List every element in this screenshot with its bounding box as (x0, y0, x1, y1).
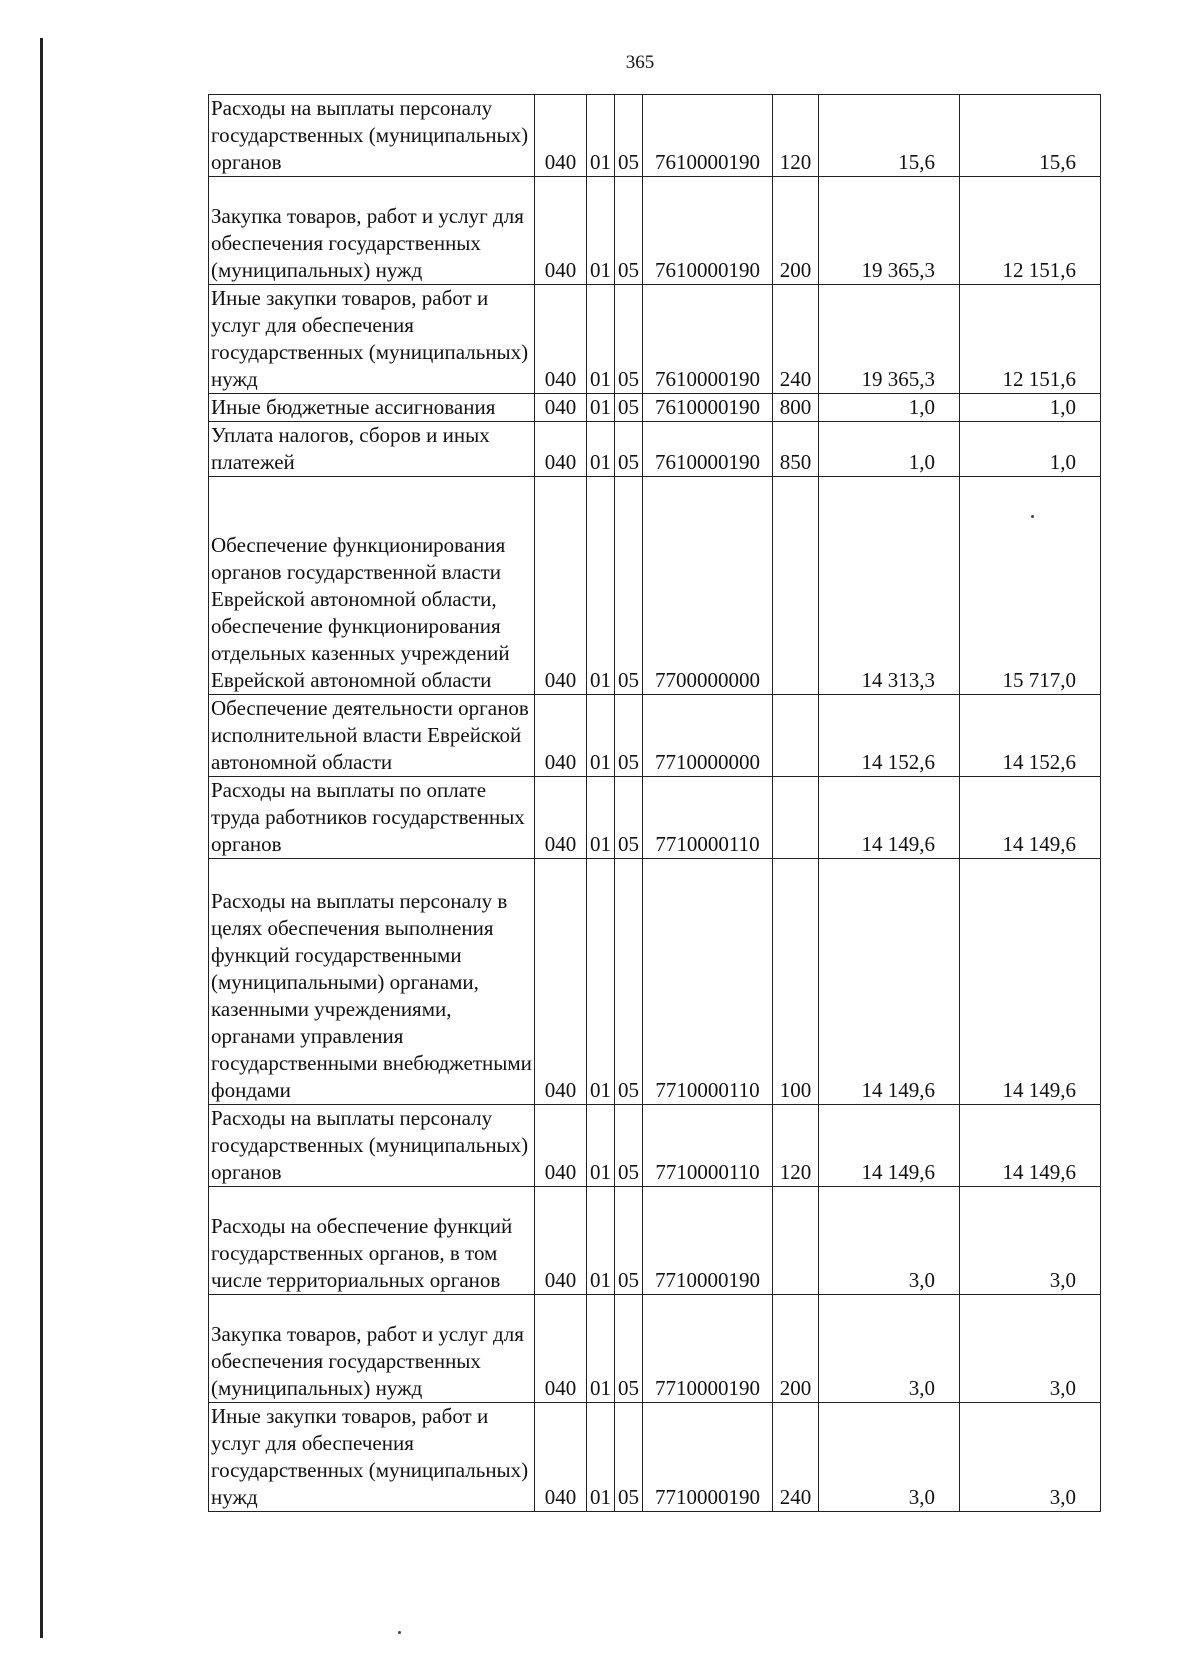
expense-type-cell (773, 1187, 819, 1295)
sum-year-2-cell: 12 151,6 (960, 285, 1101, 394)
section-code-cell: 01 (587, 1295, 615, 1403)
section-code-cell: 01 (587, 1187, 615, 1295)
sum-year-1-cell: 15,6 (819, 95, 960, 177)
target-article-cell: 7710000000 (643, 695, 773, 777)
section-code-cell: 01 (587, 859, 615, 1105)
table-row (209, 95, 1101, 177)
expense-type-cell (773, 777, 819, 859)
expense-type-cell: 200 (773, 1295, 819, 1403)
page-number: 365 (625, 52, 655, 73)
table-row (209, 1187, 1101, 1295)
section-code-cell: 01 (587, 477, 615, 695)
sum-year-2-cell: 1,0 (960, 422, 1101, 477)
expense-type-cell (773, 695, 819, 777)
table-row (209, 859, 1101, 1105)
section-code-cell: 01 (587, 1105, 615, 1187)
target-article-cell: 7610000190 (643, 285, 773, 394)
subsection-code-cell: 05 (615, 477, 643, 695)
target-article-cell: 7610000190 (643, 394, 773, 422)
sum-year-1-cell: 1,0 (819, 422, 960, 477)
table-row (209, 695, 1101, 777)
sum-year-2-cell: 1,0 (960, 394, 1101, 422)
sum-year-2-cell: 14 152,6 (960, 695, 1101, 777)
expense-type-cell: 240 (773, 285, 819, 394)
table-row (209, 422, 1101, 477)
table-row (209, 777, 1101, 859)
sum-year-2-cell: 14 149,6 (960, 777, 1101, 859)
subsection-code-cell: 05 (615, 394, 643, 422)
table-body (209, 95, 1101, 1512)
section-code-cell: 01 (587, 1403, 615, 1512)
target-article-cell: 7610000190 (643, 95, 773, 177)
row-name-cell: Иные закупки товаров, работ и услуг для обеспечения государственных (муниципальных) нужд (209, 285, 535, 394)
sum-year-2-cell: 15,6 (960, 95, 1101, 177)
section-code-cell: 01 (587, 285, 615, 394)
sum-year-1-cell: 1,0 (819, 394, 960, 422)
sum-year-2-cell: 14 149,6 (960, 1105, 1101, 1187)
ministry-code-cell: 040 (535, 477, 587, 695)
sum-year-2-cell: 15 717,0 (960, 477, 1101, 695)
table-row (209, 1403, 1101, 1512)
subsection-code-cell: 05 (615, 1187, 643, 1295)
sum-year-1-cell: 14 152,6 (819, 695, 960, 777)
expense-type-cell: 120 (773, 1105, 819, 1187)
row-name-cell: Расходы на выплаты по оплате труда работников государственных органов (209, 777, 535, 859)
row-name-cell: Иные бюджетные ассигнования (209, 394, 535, 422)
sum-year-1-cell: 19 365,3 (819, 177, 960, 285)
section-code-cell: 01 (587, 95, 615, 177)
row-name-cell: Обеспечение функционирования органов государственной власти Еврейской автономной области, обеспечение функционирования отдельных казенных учреждений Еврейской автономной области (209, 477, 535, 695)
ministry-code-cell: 040 (535, 285, 587, 394)
target-article-cell: 7610000190 (643, 422, 773, 477)
sum-year-1-cell: 14 149,6 (819, 1105, 960, 1187)
margin-line (40, 38, 43, 1638)
table-row (209, 394, 1101, 422)
section-code-cell: 01 (587, 422, 615, 477)
subsection-code-cell: 05 (615, 777, 643, 859)
target-article-cell: 7710000110 (643, 859, 773, 1105)
budget-table (208, 94, 1101, 1512)
row-name-cell: Обеспечение деятельности органов исполнительной власти Еврейской автономной области (209, 695, 535, 777)
subsection-code-cell: 05 (615, 285, 643, 394)
row-name-cell: Расходы на выплаты персоналу в целях обеспечения выполнения функций государственными (муниципальными) органами, казенными учреждениями, органами управления государственными внебюджетными фондами (209, 859, 535, 1105)
section-code-cell: 01 (587, 177, 615, 285)
target-article-cell: 7700000000 (643, 477, 773, 695)
ministry-code-cell: 040 (535, 1105, 587, 1187)
row-name-cell: Иные закупки товаров, работ и услуг для обеспечения государственных (муниципальных) нужд (209, 1403, 535, 1512)
sum-year-1-cell: 3,0 (819, 1295, 960, 1403)
expense-type-cell (773, 477, 819, 695)
subsection-code-cell: 05 (615, 1295, 643, 1403)
sum-year-1-cell: 19 365,3 (819, 285, 960, 394)
sum-year-1-cell: 3,0 (819, 1187, 960, 1295)
subsection-code-cell: 05 (615, 1403, 643, 1512)
subsection-code-cell: 05 (615, 95, 643, 177)
section-code-cell: 01 (587, 394, 615, 422)
target-article-cell: 7610000190 (643, 177, 773, 285)
ministry-code-cell: 040 (535, 177, 587, 285)
row-name-cell: Расходы на обеспечение функций государственных органов, в том числе территориальных органов (209, 1187, 535, 1295)
subsection-code-cell: 05 (615, 695, 643, 777)
sum-year-1-cell: 3,0 (819, 1403, 960, 1512)
table-row (209, 1105, 1101, 1187)
row-name-cell: Уплата налогов, сборов и иных платежей (209, 422, 535, 477)
ministry-code-cell: 040 (535, 1403, 587, 1512)
expense-type-cell: 200 (773, 177, 819, 285)
expense-type-cell: 850 (773, 422, 819, 477)
expense-type-cell: 240 (773, 1403, 819, 1512)
table-row (209, 285, 1101, 394)
sum-year-1-cell: 14 149,6 (819, 777, 960, 859)
sum-year-2-cell: 3,0 (960, 1295, 1101, 1403)
ministry-code-cell: 040 (535, 777, 587, 859)
target-article-cell: 7710000190 (643, 1295, 773, 1403)
target-article-cell: 7710000110 (643, 777, 773, 859)
section-code-cell: 01 (587, 695, 615, 777)
sum-year-2-cell: 14 149,6 (960, 859, 1101, 1105)
sum-year-1-cell: 14 149,6 (819, 859, 960, 1105)
ministry-code-cell: 040 (535, 1187, 587, 1295)
row-name-cell: Расходы на выплаты персоналу государственных (муниципальных) органов (209, 1105, 535, 1187)
sum-year-1-cell: 14 313,3 (819, 477, 960, 695)
ministry-code-cell: 040 (535, 1295, 587, 1403)
scan-speck (398, 1631, 401, 1634)
table-row (209, 1295, 1101, 1403)
ministry-code-cell: 040 (535, 422, 587, 477)
target-article-cell: 7710000190 (643, 1187, 773, 1295)
target-article-cell: 7710000190 (643, 1403, 773, 1512)
subsection-code-cell: 05 (615, 422, 643, 477)
table-row (209, 477, 1101, 695)
section-code-cell: 01 (587, 777, 615, 859)
row-name-cell: Закупка товаров, работ и услуг для обеспечения государственных (муниципальных) нужд (209, 1295, 535, 1403)
sum-year-2-cell: 3,0 (960, 1187, 1101, 1295)
ministry-code-cell: 040 (535, 394, 587, 422)
expense-type-cell: 800 (773, 394, 819, 422)
sum-year-2-cell: 3,0 (960, 1403, 1101, 1512)
expense-type-cell: 100 (773, 859, 819, 1105)
ministry-code-cell: 040 (535, 95, 587, 177)
expense-type-cell: 120 (773, 95, 819, 177)
sum-year-2-cell: 12 151,6 (960, 177, 1101, 285)
row-name-cell: Закупка товаров, работ и услуг для обеспечения государственных (муниципальных) нужд (209, 177, 535, 285)
scan-speck (1031, 515, 1034, 518)
row-name-cell: Расходы на выплаты персоналу государственных (муниципальных) органов (209, 95, 535, 177)
ministry-code-cell: 040 (535, 695, 587, 777)
ministry-code-cell: 040 (535, 859, 587, 1105)
subsection-code-cell: 05 (615, 177, 643, 285)
target-article-cell: 7710000110 (643, 1105, 773, 1187)
subsection-code-cell: 05 (615, 1105, 643, 1187)
subsection-code-cell: 05 (615, 859, 643, 1105)
table-row (209, 177, 1101, 285)
